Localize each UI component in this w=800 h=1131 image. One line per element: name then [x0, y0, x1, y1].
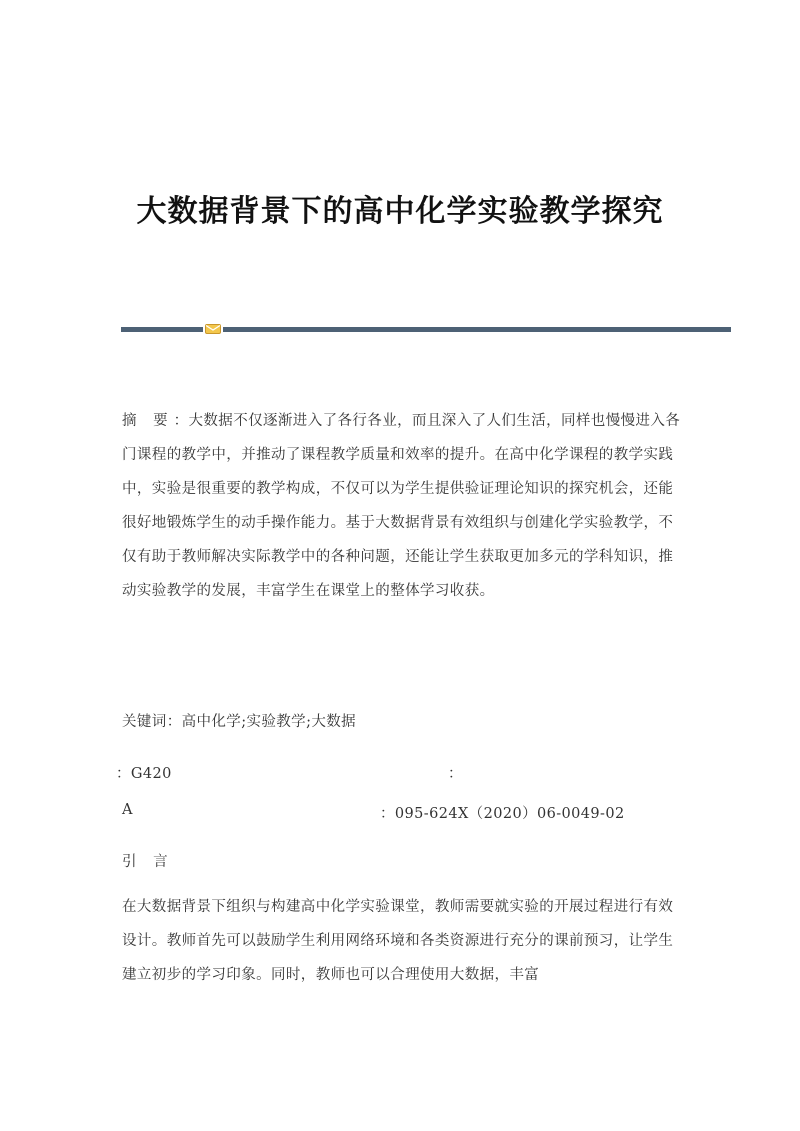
- title-divider: [121, 324, 731, 334]
- abstract-text: ：大数据不仅逐渐进入了各行各业，而且深入了人们生活，同样也慢慢进入各门课程的教学中，并推动了课程教学质量和效率的提升。在高中化学课程的教学实践中，实验是很重要的教学构成，不仅可以为学生提供验证理论知识的探究机会，还能很好地锻炼学生的动手操作能力。基于大数据背景有效组织与创建化学实验教学，不仅有助于教师解决实际教学中的各种问题，还能让学生获取更加多元的学科知识，推动实验教学的发展，丰富学生在课堂上的整体学习收获。: [122, 413, 681, 599]
- divider-bar-right: [223, 327, 731, 332]
- intro-paragraph: 在大数据背景下组织与构建高中化学实验课堂，教师需要就实验的开展过程进行有效设计。教师首先可以鼓励学生利用网络环境和各类资源进行充分的课前预习，让学生建立初步的学习印象。同时，教师也可以合理使用大数据，丰富: [122, 899, 674, 983]
- envelope-icon: [205, 324, 221, 334]
- article-id: ：095-624X（2020）06-0049-02: [380, 806, 625, 822]
- document-title: 大数据背景下的高中化学实验教学探究: [136, 194, 664, 229]
- classification-colon: ：: [448, 766, 463, 782]
- abstract-paragraph: [122, 404, 682, 608]
- document-code: A: [122, 802, 133, 818]
- divider-bar-left: [121, 327, 203, 332]
- abstract-label: 摘 要: [122, 413, 174, 429]
- intro-heading: 引 言: [122, 854, 174, 870]
- clc-number: ：G420: [116, 766, 172, 782]
- keywords-line: 关键词：高中化学;实验教学;大数据: [122, 714, 357, 730]
